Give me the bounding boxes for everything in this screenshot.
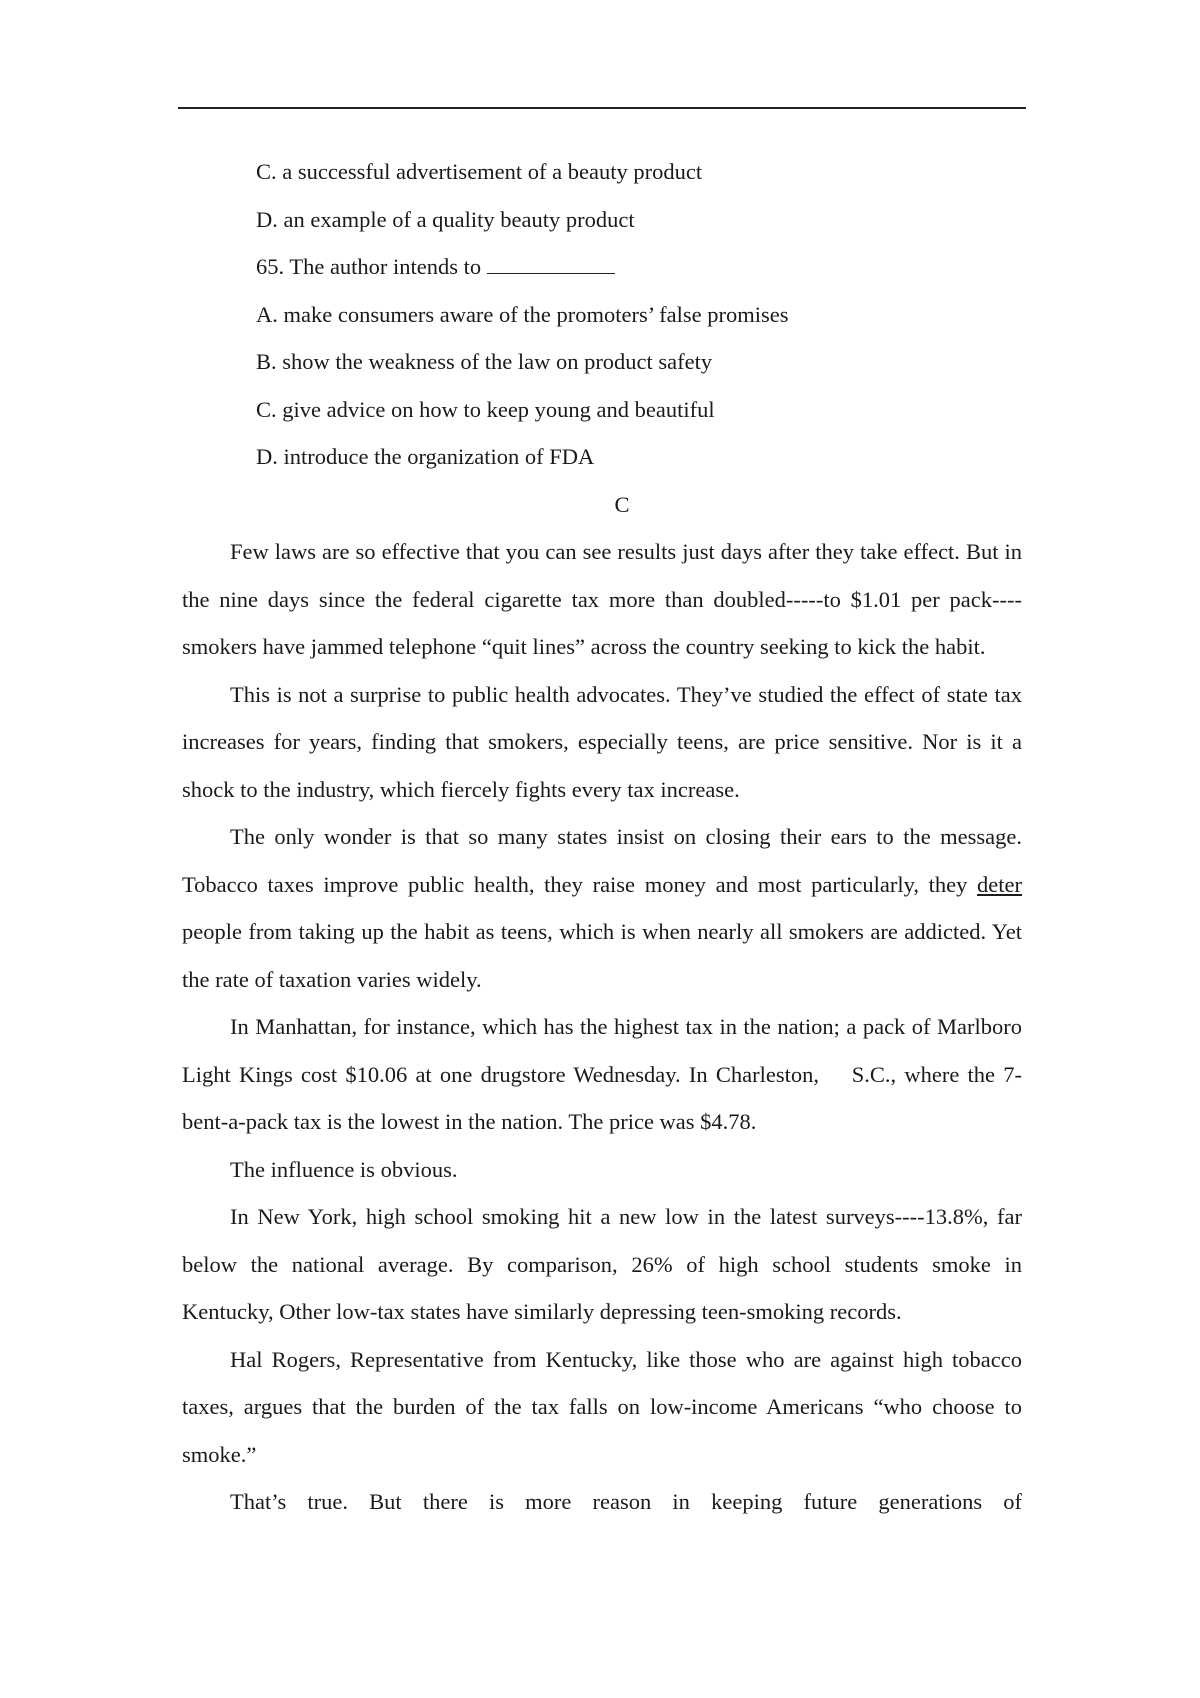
paragraph-1: Few laws are so effective that you can see results just days after they take effect. But in the nine days since the federal cigarette tax more than doubled-----to $1.01 per pack----smokers have jammed telephone “quit lines” across the country seeking to kick the habit.: [182, 539, 1022, 659]
underlined-word: deter: [977, 871, 1022, 897]
header-rule: [178, 107, 1026, 109]
paragraph-3: [182, 813, 1022, 1003]
paragraph-4: In Manhattan, for instance, which has the highest tax in the nation; a pack of Marlboro Light Kings cost $10.06 at one drugstore Wednesday. In Charleston, S.C., where the 7-bent-a-pack tax is the lowest in the nation. The price was $4.78.: [182, 1014, 1022, 1134]
option-c-q65: C. give advice on how to keep young and beautiful: [256, 396, 715, 422]
question-65-text: 65. The author intends to: [256, 254, 487, 279]
paragraph-8: That’s true. But there is more reason in keeping future generations of: [230, 1489, 1022, 1514]
paragraph-3-text-b: people from taking up the habit as teens, which is when nearly all smokers are addicted. Yet the rate of taxation varies widely.: [182, 919, 1022, 992]
paragraph-2: This is not a surprise to public health advocates. They’ve studied the effect of state tax increases for years, finding that smokers, especially teens, are price sensitive. Nor is it a shock to the industry, which fiercely fights every tax increase.: [182, 681, 1022, 802]
option-d-q65: D. introduce the organization of FDA: [256, 444, 595, 469]
question-65-stem: [182, 243, 1022, 291]
page-content: [182, 148, 1022, 1526]
option-a-q65: A. make consumers aware of the promoters’ false promises: [256, 301, 789, 327]
option-b-q65: B. show the weakness of the law on product safety: [256, 349, 713, 374]
option-c-q64: C. a successful advertisement of a beauty product: [256, 159, 703, 184]
section-heading: C: [614, 491, 630, 517]
paragraph-3-text-a: The only wonder is that so many states insist on closing their ears to the message. Tobacco taxes improve public health, they raise money and most particularly, they: [182, 824, 1022, 897]
paragraph-7: Hal Rogers, Representative from Kentucky, like those who are against high tobacco taxes, argues that the burden of the tax falls on low-income Americans “who choose to smoke.”: [182, 1346, 1022, 1467]
option-d-q64: D. an example of a quality beauty product: [256, 206, 635, 232]
paragraph-5: The influence is obvious.: [230, 1156, 458, 1182]
paragraph-6: In New York, high school smoking hit a new low in the latest surveys----13.8%, far below the national average. By comparison, 26% of high school students smoke in Kentucky, Other low-tax states have similarly depressing teen-smoking records.: [182, 1204, 1022, 1324]
answer-blank: [487, 253, 615, 274]
